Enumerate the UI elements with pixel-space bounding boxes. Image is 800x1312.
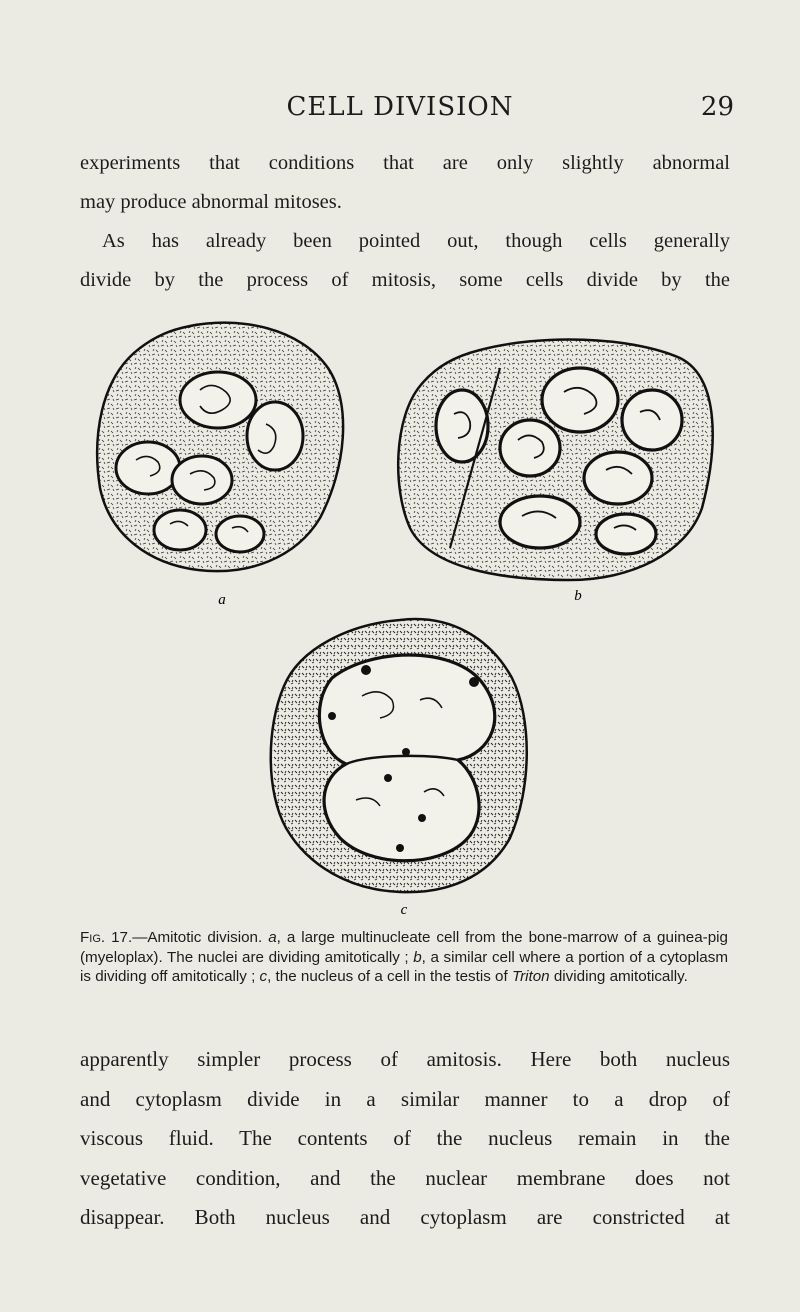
caption-text: dividing amitotically. xyxy=(549,968,688,985)
text-line: may produce abnormal mitoses. xyxy=(80,191,342,213)
caption-text: , the nucleus of a cell in the testis of xyxy=(267,968,512,985)
text-line: experiments that conditions that are only slightly abnormal xyxy=(80,152,730,174)
caption-ref-b: b xyxy=(413,948,422,966)
paragraph-top xyxy=(80,144,730,300)
cell-a-drawing xyxy=(97,323,343,571)
running-title: CELL DIVISION xyxy=(286,92,514,122)
figure-label-a: a xyxy=(218,592,226,608)
cell-b-drawing xyxy=(398,340,712,580)
caption-ref-c: c xyxy=(259,968,268,985)
caption-species: Triton xyxy=(511,968,550,985)
cell-c-drawing xyxy=(271,619,527,892)
running-header xyxy=(0,88,800,128)
page-number: 29 xyxy=(700,92,734,122)
caption-fig-label: Fig. 17. xyxy=(80,929,133,946)
figure-label-c: c xyxy=(400,902,408,918)
text-line: As has already been pointed out, though cells generally xyxy=(102,230,730,252)
caption-text: —Amitotic division. xyxy=(132,929,269,946)
caption-ref-a: a xyxy=(268,929,277,946)
text-line: divide by the process of mitosis, some cells divide by the xyxy=(80,269,730,291)
text-line: and cytoplasm divide in a similar manner to a drop of xyxy=(80,1086,730,1111)
text-line: disappear. Both nucleus and cytoplasm are constricted at xyxy=(80,1205,730,1229)
text-line: vegetative condition, and the nuclear membrane does not xyxy=(80,1165,730,1190)
figure-label-b: b xyxy=(574,588,582,604)
caption-text: , a similar cell where a portion of a cytoplasm is dividing off amitotically ; xyxy=(80,948,728,985)
text-line: viscous fluid. The contents of the nucleus remain in the xyxy=(80,1126,730,1150)
figure-caption xyxy=(80,928,728,987)
text-line: apparently simpler process of amitosis. Here both nucleus xyxy=(80,1047,730,1071)
figure-17-illustration xyxy=(70,308,730,918)
caption-text: , a large multinucleate cell from the bone-marrow of a guinea-pig (myeloplax). The nuclei are dividing amitotically ; xyxy=(80,929,728,966)
paragraph-bottom xyxy=(80,1040,730,1238)
